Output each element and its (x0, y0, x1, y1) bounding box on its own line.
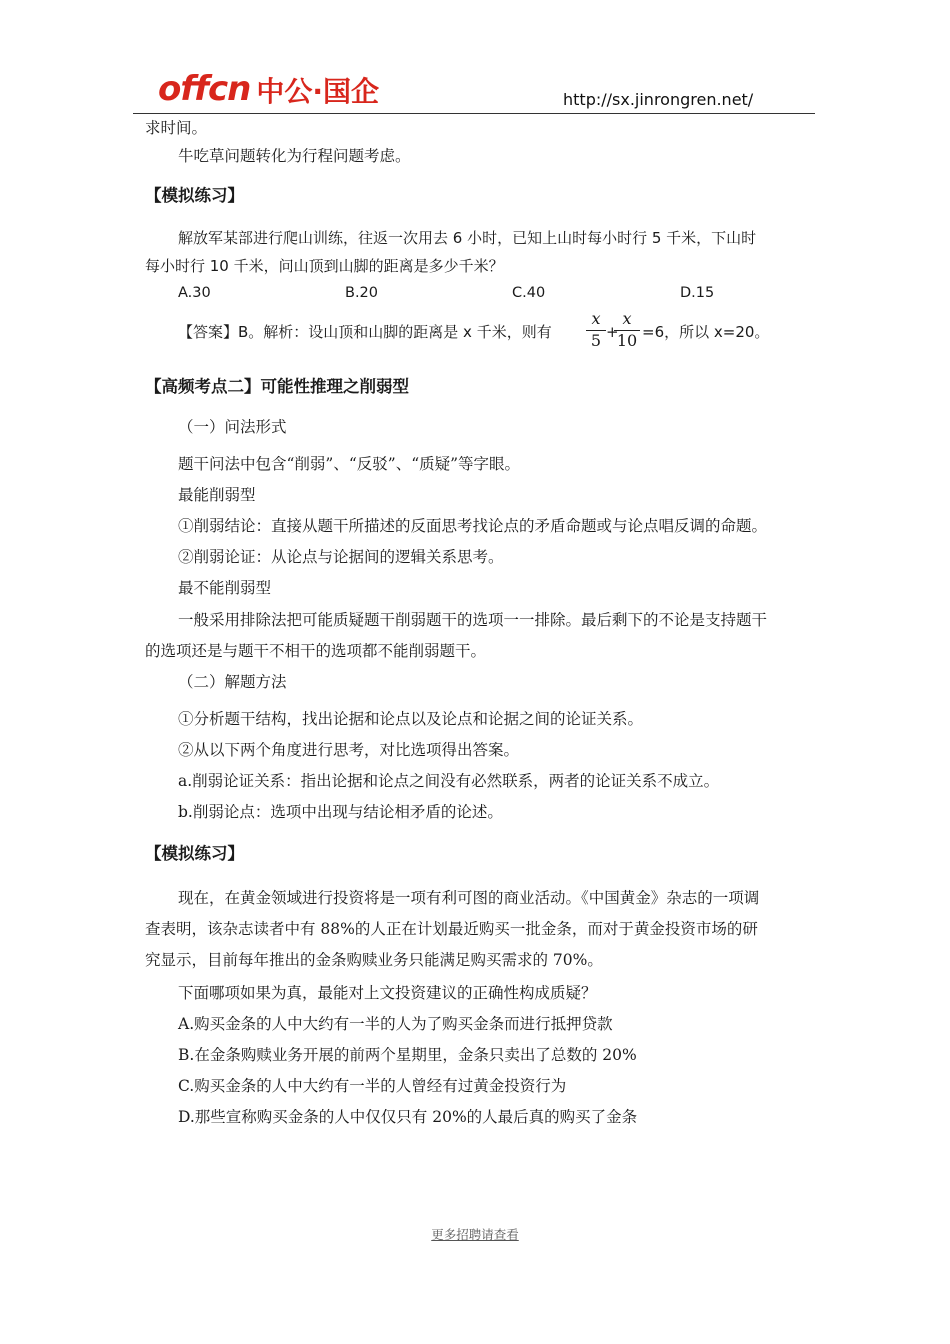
plus-sign: + (606, 323, 619, 341)
section-heading: 【模拟练习】 (145, 844, 244, 863)
question-prompt: 下面哪项如果为真，最能对上文投资建议的正确性构成质疑？ (178, 984, 597, 1002)
logo-cn-text: 中公·国企 (256, 75, 379, 108)
section-heading: 【高频考点二】可能性推理之削弱型 (145, 377, 409, 396)
footer-link[interactable]: 更多招聘请查看 (431, 1227, 519, 1242)
text-line: ①分析题干结构，找出论据和论点以及论点和论据之间的论证关系。 (178, 710, 644, 728)
option-b: B.在金条购赎业务开展的前两个星期里，金条只卖出了总数的 20% (178, 1046, 637, 1064)
fraction-numerator: x (622, 309, 632, 328)
option-a: A.30 (178, 285, 211, 301)
text-line: ②削弱论证：从论点与论据间的逻辑关系思考。 (178, 548, 504, 566)
text-line: 一般采用排除法把可能质疑题干削弱题干的选项一一排除。最后剩下的不论是支持题干 (178, 611, 768, 629)
text-line: 题干问法中包含“削弱”、“反驳”、“质疑”等字眼。 (178, 455, 521, 473)
question-text: 查表明，该杂志读者中有 88%的人正在计划最近购买一批金条，而对于黄金投资市场的研 (145, 920, 758, 938)
option-c: C.购买金条的人中大约有一半的人曾经有过黄金投资行为 (178, 1077, 567, 1095)
section-heading: 【模拟练习】 (145, 186, 244, 205)
text-line: 求时间。 (145, 119, 208, 137)
fraction-x-over-10 (614, 310, 640, 350)
subsection-heading: （二）解题方法 (178, 673, 287, 691)
offcn-logo (158, 62, 379, 109)
question-text: 每小时行 10 千米，问山顶到山脚的距离是多少千米？ (145, 257, 504, 275)
question-text: 现在，在黄金领域进行投资将是一项有利可图的商业活动。《中国黄金》杂志的一项调 (178, 889, 760, 907)
header-divider (133, 113, 815, 114)
answer-text: 【答案】B。解析：设山顶和山脚的距离是 x 千米，则有 (178, 323, 552, 341)
text-line: 最能削弱型 (178, 486, 256, 504)
question-text: 解放军某部进行爬山训练，往返一次用去 6 小时，已知上山时每小时行 5 千米，下山时 (178, 229, 757, 247)
header-url[interactable]: http://sx.jinrongren.net/ (563, 90, 754, 109)
fraction-numerator: x (591, 309, 601, 328)
text-line: b.削弱论点：选项中出现与结论相矛盾的论述。 (178, 803, 503, 821)
logo-offcn-text: offcn (158, 69, 251, 109)
option-c: C.40 (512, 285, 546, 301)
text-line: 牛吃草问题转化为行程问题考虑。 (178, 147, 411, 165)
text-line: 的选项还是与题干不相干的选项都不能削弱题干。 (145, 642, 487, 660)
option-d: D.15 (680, 285, 715, 301)
text-line: ②从以下两个角度进行思考，对比选项得出答案。 (178, 741, 520, 759)
fraction-denominator: 5 (586, 330, 606, 350)
answer-text: =6，所以 x=20。 (642, 323, 770, 341)
option-d: D.那些宣称购买金条的人中仅仅只有 20%的人最后真的购买了金条 (178, 1108, 638, 1126)
text-line: ①削弱结论：直接从题干所描述的反面思考找论点的矛盾命题或与论点唱反调的命题。 (178, 517, 768, 535)
option-b: B.20 (345, 285, 379, 301)
footer (0, 1225, 950, 1243)
text-line: 最不能削弱型 (178, 579, 272, 597)
fraction-x-over-5 (586, 310, 606, 350)
question-text: 究显示，目前每年推出的金条购赎业务只能满足购买需求的 70%。 (145, 951, 603, 969)
option-a: A.购买金条的人中大约有一半的人为了购买金条而进行抵押贷款 (178, 1015, 613, 1033)
text-line: a.削弱论证关系：指出论据和论点之间没有必然联系，两者的论证关系不成立。 (178, 772, 720, 790)
subsection-heading: （一）问法形式 (178, 418, 287, 436)
fraction-denominator: 10 (614, 330, 640, 350)
